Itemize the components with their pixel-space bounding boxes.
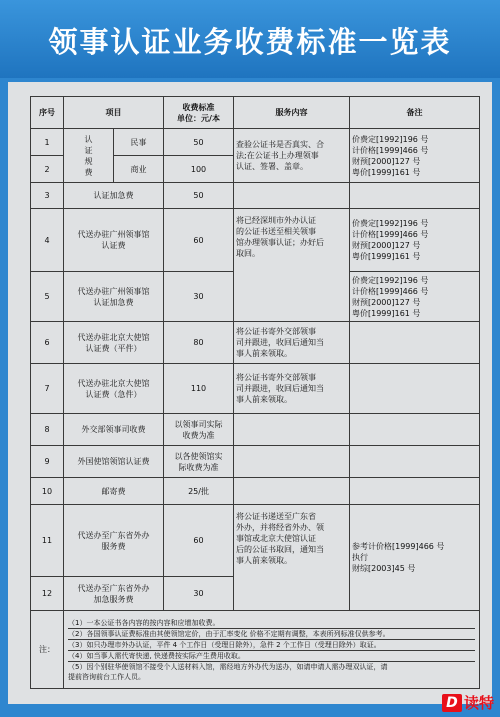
row-item: 代送办至广东省外办 加急服务费 [64, 577, 164, 611]
row-fee: 50 [164, 129, 234, 156]
table-row [31, 364, 480, 414]
header-fee [164, 97, 234, 129]
row-remark: 参考计价格[1999]466 号 执行 财综[2003]45 号 [350, 505, 480, 611]
row-service: 将已经深圳市外办认证 的公证书送至相关领事 馆办理领事认证；办好后 取回。 [234, 209, 350, 322]
row-item: 外交部领事司收费 [64, 414, 164, 446]
row-fee: 30 [164, 577, 234, 611]
page-title: 领事认证业务收费标准一览表 [48, 25, 452, 59]
row-service [234, 414, 350, 446]
row-fee: 60 [164, 505, 234, 577]
header-no: 序号 [31, 97, 64, 129]
notes-label: 注： [31, 611, 64, 689]
row-item: 外国使馆领馆认证费 [64, 446, 164, 478]
row-fee: 以各使领馆实 际收费为准 [164, 446, 234, 478]
logo-icon: D [442, 694, 462, 712]
row-no: 11 [31, 505, 64, 577]
row-no: 7 [31, 364, 64, 414]
row-sub: 商业 [114, 156, 164, 183]
row-no: 10 [31, 478, 64, 505]
header-fee-unit: 单位：元/本 [177, 113, 220, 123]
table-row [31, 209, 480, 272]
row-remark [350, 414, 480, 446]
table-row [31, 505, 480, 577]
row-item: 代送办驻北京大使馆 认证费（平件） [64, 322, 164, 364]
row-no: 3 [31, 183, 64, 209]
row-item: 认证加急费 [64, 183, 164, 209]
table-row [31, 414, 480, 446]
row-remark [350, 364, 480, 414]
row-service [234, 446, 350, 478]
row-fee: 100 [164, 156, 234, 183]
row-no: 5 [31, 272, 64, 322]
row-no: 1 [31, 129, 64, 156]
row-remark: 价费定[1992]196 号 计价格[1999]466 号 财预[2000]127 号 粤价[1999]161 号 [350, 209, 480, 272]
group-label: 认 证 规 费 [64, 129, 114, 183]
row-service: 将公证书递送至广东省 外办，并将经省外办、领 事馆或北京大使馆认证 后的公证书取回，通知当 事人前来领取。 [234, 505, 350, 611]
row-service: 将公证书寄外交部领事 司并跟进，收回后通知当 事人前来领取。 [234, 364, 350, 414]
row-service [234, 478, 350, 505]
row-item: 代送办驻北京大使馆 认证费（急件） [64, 364, 164, 414]
row-fee: 60 [164, 209, 234, 272]
table-row [31, 446, 480, 478]
row-fee: 50 [164, 183, 234, 209]
watermark-logo [442, 692, 494, 713]
row-fee: 30 [164, 272, 234, 322]
note-item: （5）因个别驻华使领馆不接受个人送材料入馆，需经地方外办代为送办，如请申请人需办理双认证，请 提前咨询前台工作人员。 [68, 661, 475, 682]
row-no: 8 [31, 414, 64, 446]
note-item: （4）如当事人需代寄快递, 快递费按实际产生费用收取。 [68, 650, 475, 661]
row-no: 6 [31, 322, 64, 364]
table-row [31, 322, 480, 364]
row-fee: 25/批 [164, 478, 234, 505]
logo-text: 读特 [463, 694, 494, 712]
note-item: （1）一本公证书各内容的按内容和应增加收费。 [68, 618, 220, 627]
header-service: 服务内容 [234, 97, 350, 129]
row-service [234, 183, 350, 209]
row-item: 代送办驻广州领事馆 认证加急费 [64, 272, 164, 322]
row-item: 邮寄费 [64, 478, 164, 505]
fee-sheet [8, 82, 492, 704]
row-sub: 民事 [114, 129, 164, 156]
row-no: 9 [31, 446, 64, 478]
table-header-row [31, 97, 480, 129]
row-item: 代送办驻广州领事馆 认证费 [64, 209, 164, 272]
row-fee: 以领事司实际 收费为准 [164, 414, 234, 446]
row-no: 2 [31, 156, 64, 183]
row-service: 查验公证书是否真实、合 法;在公证书上办理领事 认证、签署、盖章。 [234, 129, 350, 183]
row-remark [350, 478, 480, 505]
row-remark: 价费定[1992]196 号 计价格[1999]466 号 财预[2000]127 号 粤价[1999]161 号 [350, 129, 480, 183]
header-banner [0, 0, 500, 78]
fee-table [30, 96, 480, 689]
table-row [31, 129, 480, 156]
row-remark [350, 446, 480, 478]
table-row [31, 478, 480, 505]
row-no: 4 [31, 209, 64, 272]
row-remark [350, 183, 480, 209]
row-remark: 价费定[1992]196 号 计价格[1999]466 号 财预[2000]127 号 粤价[1999]161 号 [350, 272, 480, 322]
notes-cell [64, 611, 480, 689]
row-service: 将公证书寄外交部领事 司并跟进，收回后通知当 事人前来领取。 [234, 322, 350, 364]
table-row [31, 183, 480, 209]
row-item: 代送办至广东省外办 服务费 [64, 505, 164, 577]
row-no: 12 [31, 577, 64, 611]
header-fee-label: 收费标准 [182, 102, 215, 112]
row-remark [350, 322, 480, 364]
row-fee: 80 [164, 322, 234, 364]
header-item: 项目 [64, 97, 164, 129]
header-remark: 备注 [350, 97, 480, 129]
note-item: （2）各国领事认证费标准由其使领馆定价，由于汇率变化 价格不定期有调整，本表所列标准仅供参考。 [68, 628, 475, 639]
row-fee: 110 [164, 364, 234, 414]
note-item: （3）如只办理市外办认证，平件 4 个工作日（受理日除外），急件 2 个工作日（受理日除外）取证。 [68, 639, 475, 650]
notes-row [31, 611, 480, 689]
